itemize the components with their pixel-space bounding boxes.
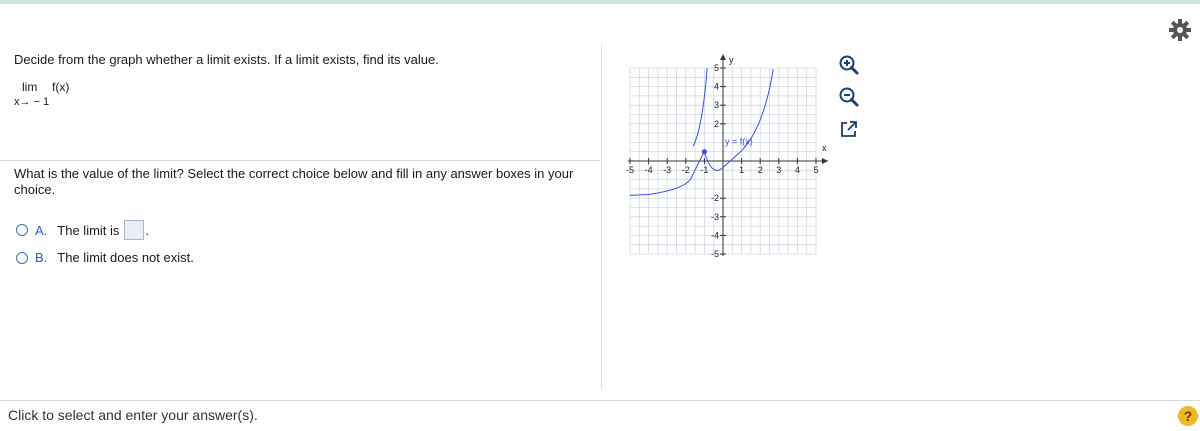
question-pane	[0, 44, 600, 394]
choice-b-text: The limit does not exist.	[57, 250, 194, 265]
x-tick-label: -2	[681, 165, 690, 175]
top-strip	[0, 0, 1200, 4]
y-axis-arrow	[720, 54, 726, 60]
y-tick-label: 3	[713, 100, 719, 111]
limit-answer-box[interactable]	[124, 220, 144, 240]
pane-divider	[601, 44, 602, 390]
x-tick-label: 4	[794, 165, 800, 175]
y-tick-label: 5	[713, 63, 719, 73]
curve-label: y = f(x)	[725, 136, 753, 147]
limit-subscript: x→ − 1	[14, 96, 50, 108]
divider	[0, 160, 600, 161]
x-tick-label: -5	[625, 165, 635, 175]
y-tick-label: -4	[710, 230, 719, 241]
limit-function: f(x)	[52, 80, 70, 94]
y-tick-label: -3	[710, 211, 719, 222]
help-button[interactable]: ?	[1178, 406, 1198, 426]
y-tick-label: -5	[710, 249, 719, 259]
gear-icon[interactable]	[1168, 18, 1192, 42]
x-tick-label: 1	[739, 165, 745, 175]
y-axis-label: y	[729, 55, 734, 65]
choice-a-suffix: .	[145, 222, 150, 238]
y-tick-label: 4	[713, 81, 719, 92]
choice-b-letter: B.	[35, 250, 48, 265]
limit-word: lim	[22, 80, 38, 94]
status-text: Click to select and enter your answer(s).	[8, 407, 258, 423]
choice-a[interactable]	[16, 220, 149, 240]
choice-a-text: The limit is	[57, 222, 120, 238]
x-axis-arrow	[822, 158, 828, 164]
question-text: Decide from the graph whether a limit exists. If a limit exists, find its value.	[14, 52, 439, 67]
x-tick-label: -4	[644, 165, 653, 175]
y-tick-label: -2	[710, 193, 719, 204]
x-tick-label: -1	[700, 165, 709, 175]
x-axis-label: x	[822, 143, 827, 153]
x-tick-label: 5	[813, 165, 819, 175]
choice-b-radio[interactable]	[16, 252, 28, 264]
prompt-text: What is the value of the limit? Select the correct choice below and fill in any answer boxes in your choice.	[14, 166, 574, 197]
choice-b[interactable]	[16, 250, 194, 265]
x-tick-label: -3	[663, 165, 672, 175]
graph-panel	[620, 48, 835, 273]
zoom-in-icon[interactable]	[838, 54, 860, 76]
y-tick-label: 2	[713, 118, 719, 129]
choice-a-radio[interactable]	[16, 224, 28, 236]
function-graph	[620, 48, 835, 268]
external-link-icon[interactable]	[838, 118, 860, 140]
choice-a-letter: A.	[35, 222, 48, 238]
x-tick-label: 3	[776, 165, 782, 175]
graph-point	[702, 149, 707, 154]
x-tick-label: 2	[757, 165, 763, 175]
footer-divider	[0, 400, 1200, 401]
zoom-out-icon[interactable]	[838, 86, 860, 108]
